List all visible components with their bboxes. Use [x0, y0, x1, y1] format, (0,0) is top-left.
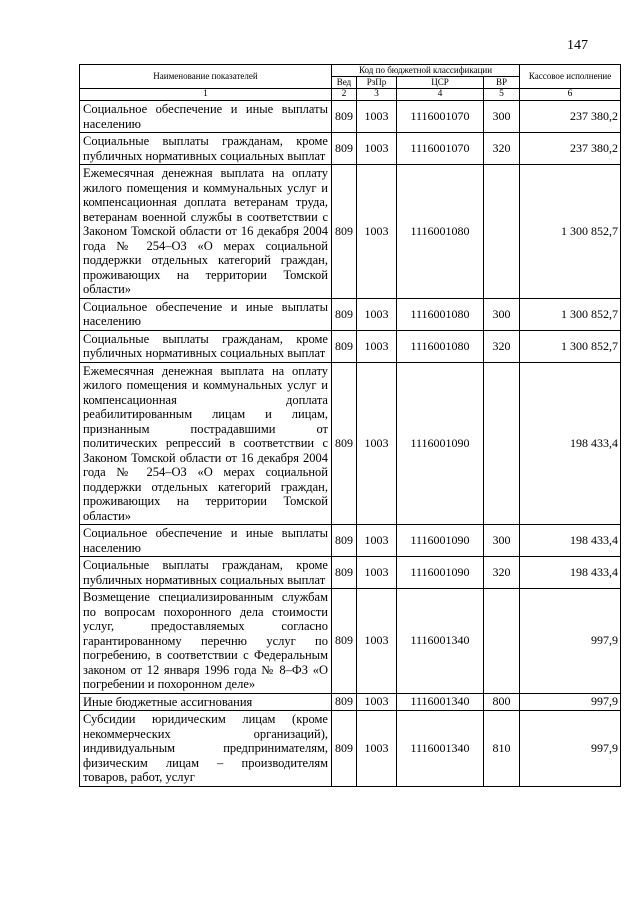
indicator-name: Социальное обеспечение и иные выплаты населению: [80, 298, 332, 330]
vr-code: 300: [484, 298, 520, 330]
ved-code: 809: [332, 693, 357, 711]
indicator-name: Социальное обеспечение и иные выплаты населению: [80, 525, 332, 557]
table-row: [80, 711, 621, 787]
indicator-name: Социальные выплаты гражданам, кроме публичных нормативных социальных выплат: [80, 330, 332, 362]
ved-code: 809: [332, 101, 357, 133]
table-row: [80, 362, 621, 525]
csr-code: 1116001090: [397, 557, 484, 589]
column-number: 6: [520, 89, 621, 101]
rzpr-code: 1003: [357, 330, 397, 362]
rzpr-code: 1003: [357, 362, 397, 525]
csr-code: 1116001340: [397, 693, 484, 711]
rzpr-code: 1003: [357, 711, 397, 787]
ved-code: 809: [332, 298, 357, 330]
table-body: [80, 101, 621, 787]
rzpr-code: 1003: [357, 101, 397, 133]
indicator-name: Иные бюджетные ассигнования: [80, 693, 332, 711]
cash-amount: 237 380,2: [520, 133, 621, 165]
vr-code: [484, 589, 520, 694]
indicator-name: Возмещение специализированным службам по вопросам похоронного дела стоимости услуг, предоставляемых согласно гарантированному перечню услуг по погребению, в соответствии с Федеральным законом от 12 января 1996 года № 8–ФЗ «О погребении и похоронном деле»: [80, 589, 332, 694]
column-number: 5: [484, 89, 520, 101]
csr-code: 1116001070: [397, 101, 484, 133]
csr-code: 1116001340: [397, 589, 484, 694]
csr-code: 1116001070: [397, 133, 484, 165]
indicator-name: Субсидии юридическим лицам (кроме некоммерческих организаций), индивидуальным предпринимателям, физическим лицам – производителям товаров, работ, услуг: [80, 711, 332, 787]
vr-code: 320: [484, 557, 520, 589]
csr-code: 1116001080: [397, 298, 484, 330]
header-csr: ЦСР: [397, 77, 484, 89]
csr-code: 1116001090: [397, 362, 484, 525]
ved-code: 809: [332, 165, 357, 299]
table-row: [80, 133, 621, 165]
header-vr: ВР: [484, 77, 520, 89]
rzpr-code: 1003: [357, 557, 397, 589]
column-number: 3: [357, 89, 397, 101]
indicator-name: Ежемесячная денежная выплата на оплату жилого помещения и коммунальных услуг и компенсационная доплата реабилитированным лицам и лицам, признанным пострадавшими от политических репрессий в соответствии с Законом Томской области от 16 декабря 2004 года № 254–ОЗ «О мерах социальной поддержки отдельных категорий граждан, проживающих на территории Томской области»: [80, 362, 332, 525]
ved-code: 809: [332, 589, 357, 694]
csr-code: 1116001340: [397, 711, 484, 787]
table-row: [80, 557, 621, 589]
cash-amount: 997,9: [520, 693, 621, 711]
ved-code: 809: [332, 330, 357, 362]
cash-amount: 997,9: [520, 589, 621, 694]
cash-amount: 198 433,4: [520, 362, 621, 525]
indicator-name: Социальные выплаты гражданам, кроме публичных нормативных социальных выплат: [80, 557, 332, 589]
budget-table: [79, 64, 621, 787]
vr-code: 300: [484, 101, 520, 133]
cash-amount: 1 300 852,7: [520, 298, 621, 330]
column-number-row: [80, 89, 621, 101]
table-row: [80, 165, 621, 299]
cash-amount: 237 380,2: [520, 101, 621, 133]
vr-code: [484, 362, 520, 525]
ved-code: 809: [332, 557, 357, 589]
vr-code: 320: [484, 133, 520, 165]
cash-amount: 198 433,4: [520, 525, 621, 557]
vr-code: [484, 165, 520, 299]
ved-code: 809: [332, 711, 357, 787]
table-header: [80, 65, 621, 101]
indicator-name: Ежемесячная денежная выплата на оплату жилого помещения и коммунальных услуг и компенсационная доплата ветеранам труда, ветеранам военной службы в соответствии с Законом Томской области от 16 декабря 2004 года № 254–ОЗ «О мерах социальной поддержки отдельных категорий граждан, проживающих на территории Томской области»: [80, 165, 332, 299]
cash-amount: 997,9: [520, 711, 621, 787]
column-number: 1: [80, 89, 332, 101]
table-row: [80, 589, 621, 694]
header-ved: Вед: [332, 77, 357, 89]
table-row: [80, 525, 621, 557]
ved-code: 809: [332, 362, 357, 525]
rzpr-code: 1003: [357, 298, 397, 330]
page-number: 147: [567, 38, 588, 53]
rzpr-code: 1003: [357, 165, 397, 299]
column-number: 4: [397, 89, 484, 101]
rzpr-code: 1003: [357, 693, 397, 711]
rzpr-code: 1003: [357, 133, 397, 165]
table-row: [80, 298, 621, 330]
column-number: 2: [332, 89, 357, 101]
csr-code: 1116001090: [397, 525, 484, 557]
header-rzpr: РзПр: [357, 77, 397, 89]
table-row: [80, 330, 621, 362]
cash-amount: 1 300 852,7: [520, 330, 621, 362]
rzpr-code: 1003: [357, 525, 397, 557]
cash-amount: 198 433,4: [520, 557, 621, 589]
ved-code: 809: [332, 133, 357, 165]
table-row: [80, 101, 621, 133]
vr-code: 810: [484, 711, 520, 787]
vr-code: 300: [484, 525, 520, 557]
table-row: [80, 693, 621, 711]
header-cash-execution: Кассовое исполнение: [520, 65, 621, 89]
indicator-name: Социальные выплаты гражданам, кроме публичных нормативных социальных выплат: [80, 133, 332, 165]
indicator-name: Социальное обеспечение и иные выплаты населению: [80, 101, 332, 133]
header-name-column: Наименование показателей: [80, 65, 332, 89]
csr-code: 1116001080: [397, 330, 484, 362]
vr-code: 320: [484, 330, 520, 362]
vr-code: 800: [484, 693, 520, 711]
header-code-group: Код по бюджетной классификации: [332, 65, 520, 77]
cash-amount: 1 300 852,7: [520, 165, 621, 299]
csr-code: 1116001080: [397, 165, 484, 299]
rzpr-code: 1003: [357, 589, 397, 694]
ved-code: 809: [332, 525, 357, 557]
